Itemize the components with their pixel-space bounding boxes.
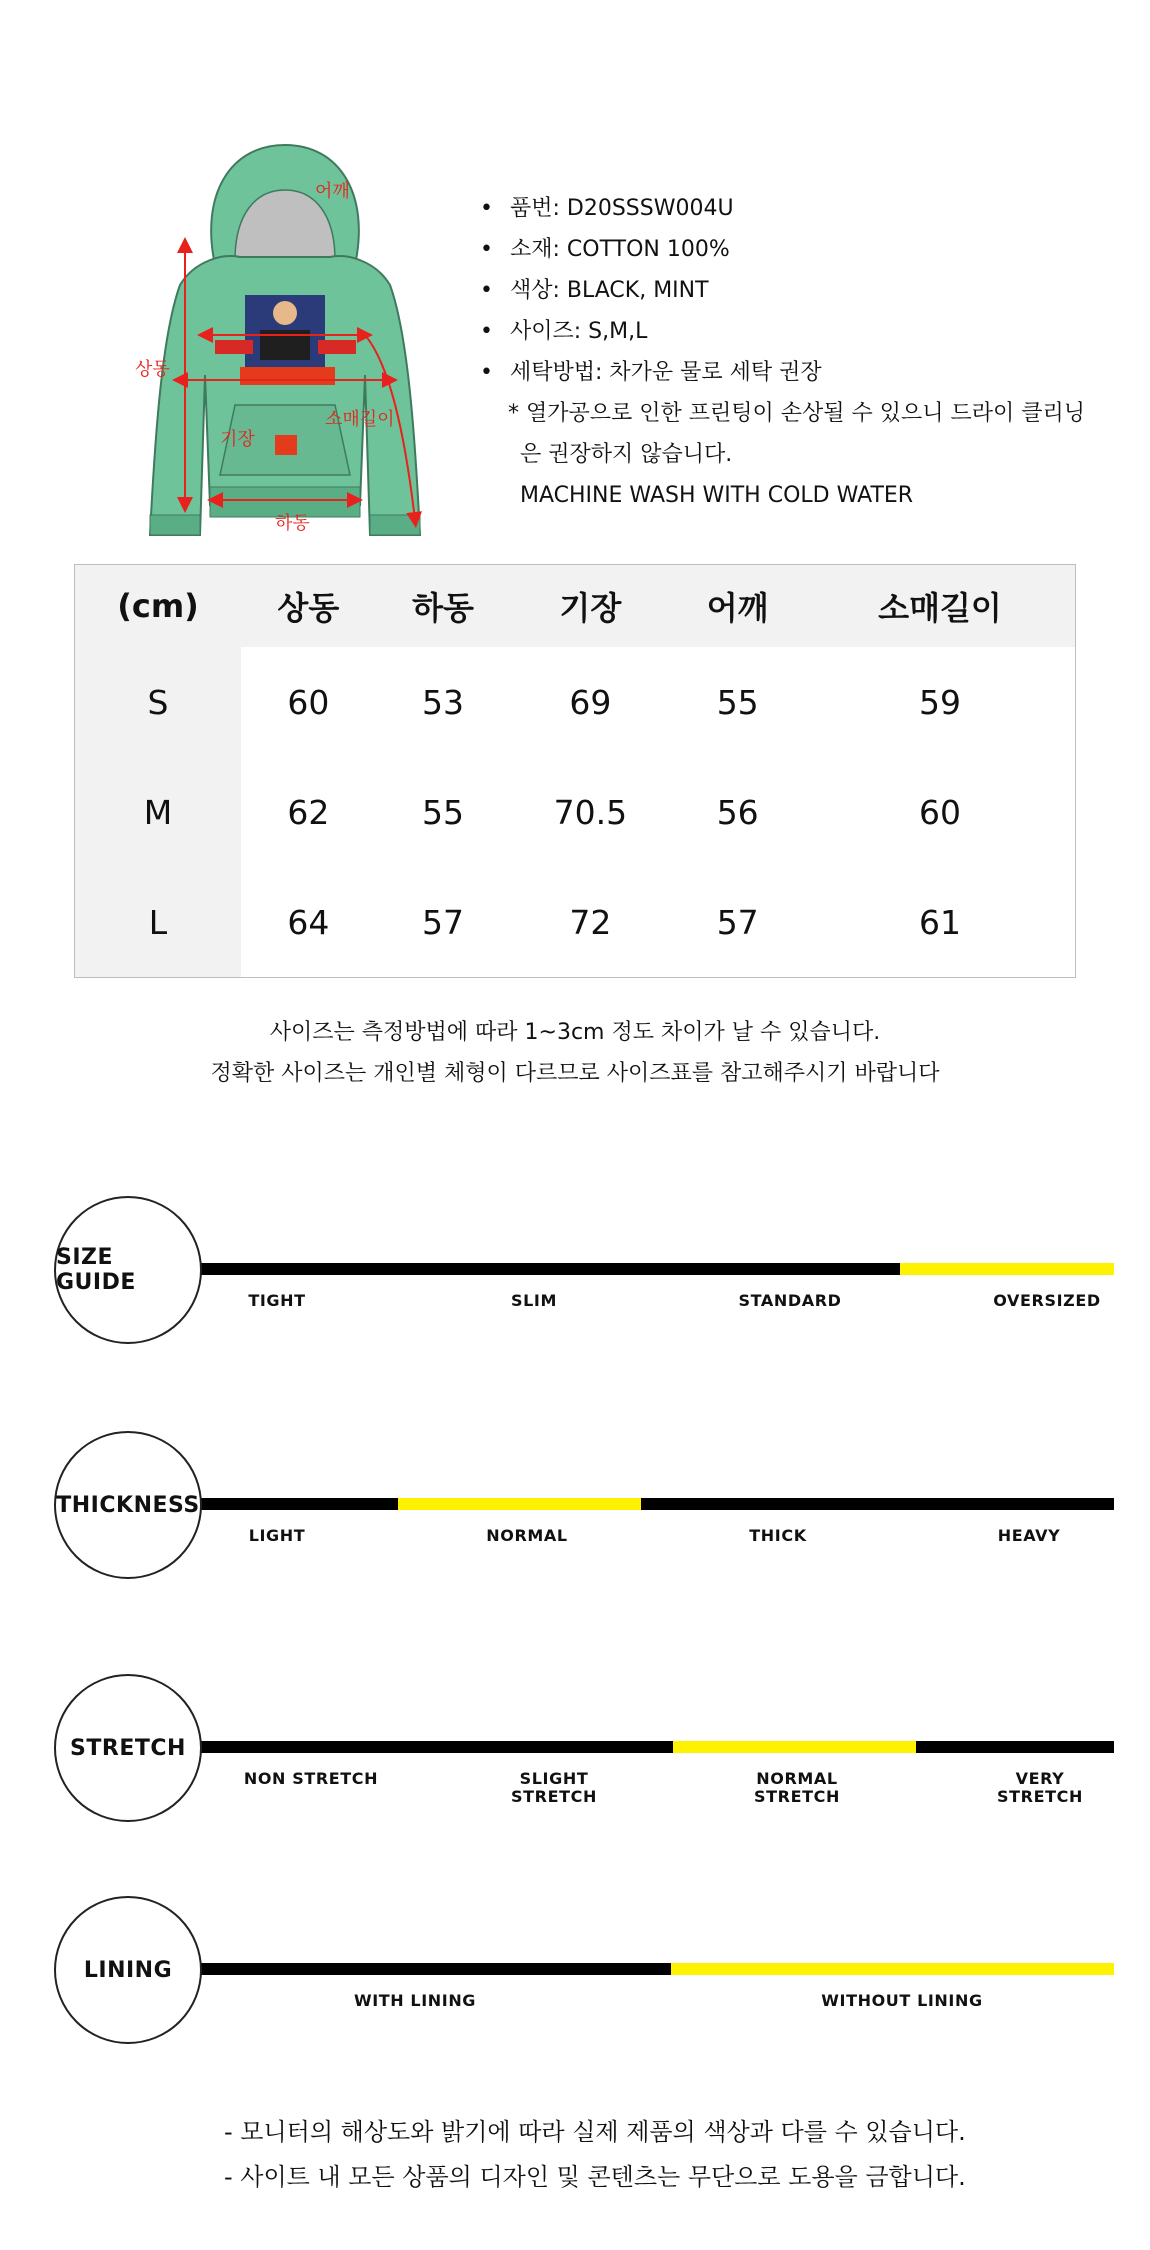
- guide-option: STANDARD: [738, 1291, 842, 1310]
- guide-title: STRETCH: [54, 1674, 202, 1822]
- row-size: L: [75, 867, 242, 977]
- table-cell: 59: [919, 682, 961, 722]
- guide-option: OVERSIZED: [993, 1291, 1101, 1310]
- table-cell: 60: [919, 792, 961, 832]
- table-cell: 64: [287, 902, 330, 942]
- row-size: S: [75, 647, 242, 757]
- table-cell: 61: [919, 902, 961, 942]
- spec-item-washing: • 세탁방법: 차가운 물로 세탁 권장: [478, 352, 1118, 393]
- spec-note-continued: 은 권장하지 않습니다.: [520, 442, 733, 467]
- table-row: [75, 647, 1076, 757]
- spec-item-material: • 소재: COTTON 100%: [478, 229, 1118, 270]
- guide-bar: [200, 1498, 1114, 1510]
- hem-label: 하동: [275, 513, 310, 534]
- table-cell: 55: [421, 792, 464, 832]
- header-unit: (cm): [75, 565, 242, 648]
- guide-highlight: [398, 1498, 641, 1510]
- table-cell: 72: [569, 902, 612, 942]
- guide-bar: [200, 1741, 1114, 1753]
- guide-bar: [200, 1263, 1114, 1275]
- hoodie-measurement-illustration: [135, 135, 430, 555]
- shoulder-label: 어깨: [315, 181, 350, 202]
- guide-option: WITH LINING: [353, 1991, 477, 2010]
- table-row: [75, 757, 1076, 867]
- footer-note-1: - 모니터의 해상도와 밝기에 따라 실제 제품의 색상과 다를 수 있습니다.: [224, 2118, 966, 2146]
- guide-title: LINING: [54, 1896, 202, 2044]
- guide-size: [54, 1196, 1114, 1356]
- table-cell: 60: [287, 682, 330, 722]
- guide-highlight: [673, 1741, 916, 1753]
- header-chest: 상동: [241, 565, 376, 648]
- table-header-row: [75, 565, 1076, 648]
- spec-item-color: • 색상: BLACK, MINT: [478, 270, 1118, 311]
- length-label: 기장: [220, 429, 255, 450]
- footer-note-2: - 사이트 내 모든 상품의 디자인 및 콘텐츠는 무단으로 도용을 금합니다.: [224, 2163, 966, 2191]
- sleeve-label: 소매길이: [325, 409, 395, 430]
- guide-title: SIZE GUIDE: [54, 1196, 202, 1344]
- guide-thickness: [54, 1431, 1114, 1591]
- guide-option: NORMAL STRETCH: [754, 1769, 840, 1806]
- header-length: 기장: [510, 565, 670, 648]
- header-shoulder: 어깨: [670, 565, 805, 648]
- table-cell: 69: [569, 682, 612, 722]
- table-cell: 70.5: [553, 792, 628, 832]
- guide-option: HEAVY: [997, 1526, 1061, 1545]
- guide-highlight: [671, 1963, 1114, 1975]
- guide-lining: [54, 1896, 1114, 2056]
- spec-note: * 열가공으로 인한 프린팅이 손상될 수 있으니 드라이 클리닝: [508, 401, 1085, 426]
- guide-option: SLIM: [511, 1291, 557, 1310]
- spec-note-english: MACHINE WASH WITH COLD WATER: [520, 483, 914, 508]
- guide-option: VERY STRETCH: [997, 1769, 1083, 1806]
- guide-option: THICK: [749, 1526, 807, 1545]
- table-cell: 55: [716, 682, 759, 722]
- table-cell: 56: [716, 792, 759, 832]
- guide-option: NORMAL: [486, 1526, 568, 1545]
- product-spec-list: [478, 188, 1118, 516]
- chest-label: 상동: [135, 359, 170, 380]
- spec-item-size: • 사이즈: S,M,L: [478, 311, 1118, 352]
- spec-item-code: • 품번: D20SSSW004U: [478, 188, 1118, 229]
- guide-option: NON STRETCH: [243, 1769, 379, 1788]
- table-cell: 57: [421, 902, 464, 942]
- guide-option: WITHOUT LINING: [821, 1991, 983, 2010]
- table-cell: 53: [421, 682, 464, 722]
- header-hem: 하동: [376, 565, 511, 648]
- guide-stretch: [54, 1674, 1114, 1834]
- size-chart-table: [74, 564, 1076, 978]
- size-note-2: 정확한 사이즈는 개인별 체형이 다르므로 사이즈표를 참고해주시기 바랍니다: [210, 1061, 940, 1086]
- size-note-1: 사이즈는 측정방법에 따라 1~3cm 정도 차이가 날 수 있습니다.: [269, 1020, 881, 1045]
- guide-option: TIGHT: [248, 1291, 306, 1310]
- guide-option: LIGHT: [248, 1526, 306, 1545]
- table-cell: 57: [716, 902, 759, 942]
- table-row: [75, 867, 1076, 977]
- guide-title: THICKNESS: [54, 1431, 202, 1579]
- guide-highlight: [900, 1263, 1114, 1275]
- guide-bar: [200, 1963, 1114, 1975]
- table-cell: 62: [287, 792, 330, 832]
- guide-option: SLIGHT STRETCH: [511, 1769, 597, 1806]
- header-sleeve: 소매길이: [805, 565, 1075, 648]
- row-size: M: [75, 757, 242, 867]
